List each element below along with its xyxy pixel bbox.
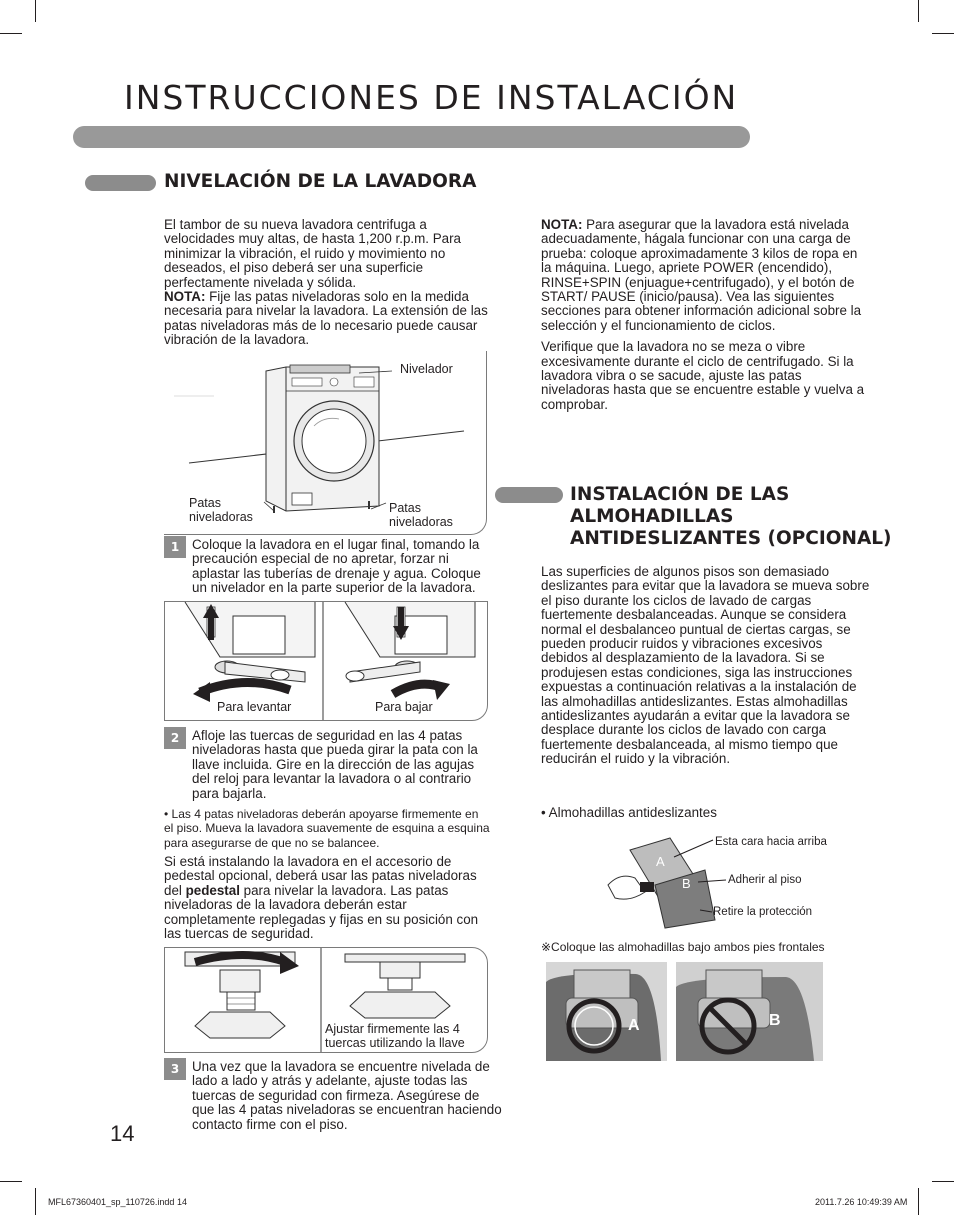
pad-photo-b [676, 962, 823, 1061]
patas-right-label: Patas niveladoras [389, 501, 453, 529]
right-note-paragraph [541, 218, 871, 333]
raise-lower-illustration [165, 602, 487, 720]
right-note-label: NOTA: [541, 217, 583, 232]
right-verify: Verifique que la lavadora no se meza o vibre excesivamente durante el ciclo de centrifugado. Si la lavadora vibra o se sacude, ajuste las patas niveladoras hasta que se encuentre estable y vuelva a comprobar. [541, 339, 865, 412]
pad-photo-a [546, 962, 667, 1061]
page-title: INSTRUCCIONES DE INSTALACIÓN [124, 78, 739, 117]
right-note-text: Para asegurar que la lavadora está nivelada adecuadamente, hágala funcionar con una carga de prueba: coloque aproximadamente 3 kilos de ropa en la máquina. Luego, apriete POWER (encendido), RINSE+SPIN (enjuague+centrifugado), y el botón de START/ PAUSE (inicio/pausa). Vea las siguientes secciones para obtener información adicional sobre la selección y el funcionamiento de ciclos. [541, 217, 862, 333]
step-1-number: 1 [164, 536, 186, 558]
leveling-note [164, 290, 494, 348]
pad-b-label: B [682, 876, 691, 891]
pads-section-pill [495, 487, 563, 503]
pad-remove-label: Retire la protección [713, 906, 813, 918]
step-1-text: Coloque la lavadora en el lugar final, tomando la precaución especial de no apretar, forzar ni aplastar las tuberías de drenaje y agua. Coloque un nivelador en la parte superior de la lavadora. [192, 537, 481, 596]
patas-left-label: Patas niveladoras [189, 496, 253, 524]
leveling-intro [164, 218, 494, 348]
raise-label: Para levantar [217, 700, 292, 714]
right-note [541, 218, 871, 412]
pads-heading [570, 484, 892, 550]
pedestal-bold: pedestal [185, 882, 240, 898]
nivelador-label: Nivelador [400, 362, 453, 376]
pads-note: ※Coloque las almohadillas bajo ambos pies frontales [541, 940, 825, 954]
locknut-caption: Ajustar firmemente las 4 tuercas utilizando la llave [325, 1022, 465, 1050]
pedestal-text-a: Si está instalando la lavadora en el accesorio de pedestal opcional, deberá usar las patas niveladoras del [164, 854, 477, 898]
lower-label: Para bajar [375, 700, 433, 714]
pads-heading-line3: ANTIDESLIZANTES (OPCIONAL) [570, 528, 892, 549]
pad-a-label: A [656, 854, 665, 869]
pads-bullet: • Almohadillas antideslizantes [541, 805, 717, 820]
pedestal-text-b: para nivelar la lavadora. Las patas niveladoras de la lavadora deberán estar completamente replegadas y fijas en su posición con las tuercas de seguridad. [164, 882, 479, 942]
step-3-number: 3 [164, 1058, 186, 1080]
step-2-text: Afloje las tuercas de seguridad en las 4 patas niveladoras hasta que pueda girar la pata con la llave incluida. Gire en la dirección de las agujas del reloj para levantar la lavadora o al contrario para bajarla. [192, 728, 478, 801]
note-text: Fije las patas niveladoras solo en la medida necesaria para nivelar la lavadora. La extensión de las patas niveladoras más de lo necesario puede causar vibración de la lavadora. [164, 289, 488, 348]
photo-b-label: B [769, 1012, 781, 1029]
pads-heading-line1: INSTALACIÓN DE LAS [570, 484, 790, 505]
note-label: NOTA: [164, 289, 206, 305]
pads-heading-line2: ALMOHADILLAS [570, 506, 734, 527]
step-2-number: 2 [164, 727, 186, 749]
pedestal-paragraph [164, 855, 490, 941]
washer-level-figure [164, 351, 487, 535]
step-3-text: Una vez que la lavadora se encuentre nivelada de lado a lado y atrás y adelante, ajuste todas las tuercas de seguridad con firmeza. Asegúrese de que las 4 patas niveladoras se encuentran haciendo contacto firme con el piso. [192, 1059, 502, 1132]
photo-a-label: A [628, 1017, 640, 1034]
pad-floor-label: Adherir al piso [728, 874, 802, 886]
feet-bullet: • Las 4 patas niveladoras deberán apoyarse firmemente en el piso. Mueva la lavadora suavemente de esquina a esquina para asegurarse de que no se balancee. [164, 807, 490, 850]
leveling-heading: NIVELACIÓN DE LA LAVADORA [164, 171, 477, 192]
pads-body: Las superficies de algunos pisos son demasiado deslizantes para evitar que la lavadora se mueva sobre el piso durante los ciclos de lavado de cargas fuertemente desbalanceadas. Aunque se considera normal el desbalanceo puntual de ciertas cargas, se pueden producir ruidos y vibraciones excesivos debidos al desplazamiento de la lavadora. Si se produjesen estas condiciones, siga las instrucciones expuestas a continuación relativas a la instalación de las almohadillas antideslizantes. Estas almohadillas antideslizantes ayudarán a evitar que la lavadora se desplace durante los ciclos de lavado con carga fuertemente desbalanceada, al mismo tiempo que reducirán el ruido y la vibración. [541, 564, 870, 767]
locknut-figure [164, 947, 488, 1053]
pad-illustration [600, 830, 860, 930]
title-bar [73, 126, 750, 148]
leveling-intro-text: El tambor de su nueva lavadora centrifuga a velocidades muy altas, de hasta 1,200 r.p.m. Para minimizar la vibración, el ruido y movimiento no deseados, el piso deberá ser una superficie perfectamente nivelada y sólida. [164, 217, 461, 290]
pad-up-label: Esta cara hacia arriba [715, 836, 827, 848]
page-number: 14 [110, 1121, 135, 1146]
footer-right: 2011.7.26 10:49:39 AM [815, 1197, 908, 1207]
footer-left: MFL67360401_sp_110726.indd 14 [48, 1197, 187, 1207]
raise-lower-figure [164, 601, 488, 721]
section-pill [85, 175, 156, 191]
